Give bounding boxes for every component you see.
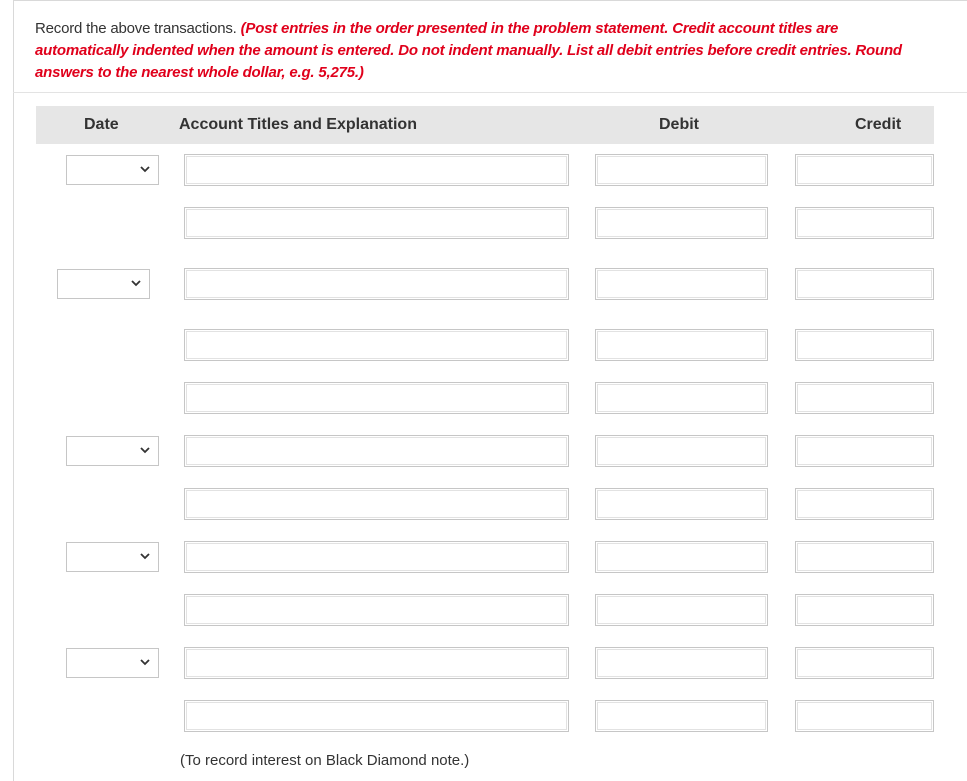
credit-input[interactable] xyxy=(795,435,934,467)
account-title-input[interactable] xyxy=(184,329,569,361)
divider xyxy=(13,92,967,93)
debit-input[interactable] xyxy=(595,647,768,679)
account-title-input[interactable] xyxy=(184,154,569,186)
account-title-input[interactable] xyxy=(184,541,569,573)
date-select[interactable] xyxy=(66,436,159,466)
chevron-down-icon xyxy=(139,655,151,669)
header-date: Date xyxy=(84,116,119,133)
credit-input[interactable] xyxy=(795,700,934,732)
account-title-input[interactable] xyxy=(184,207,569,239)
chevron-down-icon xyxy=(139,549,151,563)
debit-input[interactable] xyxy=(595,382,768,414)
instructions xyxy=(35,18,925,84)
debit-input[interactable] xyxy=(595,700,768,732)
debit-input[interactable] xyxy=(595,207,768,239)
instructions-text: Record the above transactions. xyxy=(35,20,237,37)
header-debit: Debit xyxy=(659,116,699,133)
date-select[interactable] xyxy=(66,542,159,572)
debit-input[interactable] xyxy=(595,541,768,573)
date-select[interactable] xyxy=(66,155,159,185)
table-header xyxy=(36,106,934,144)
credit-input[interactable] xyxy=(795,268,934,300)
account-title-input[interactable] xyxy=(184,647,569,679)
account-title-input[interactable] xyxy=(184,700,569,732)
debit-input[interactable] xyxy=(595,268,768,300)
credit-input[interactable] xyxy=(795,647,934,679)
debit-input[interactable] xyxy=(595,435,768,467)
entry-explanation: (To record interest on Black Diamond note.) xyxy=(180,752,470,769)
debit-input[interactable] xyxy=(595,154,768,186)
date-select[interactable] xyxy=(66,648,159,678)
chevron-down-icon xyxy=(139,162,151,176)
credit-input[interactable] xyxy=(795,488,934,520)
account-title-input[interactable] xyxy=(184,435,569,467)
debit-input[interactable] xyxy=(595,329,768,361)
instructions-note: (Post entries in the order presented in the problem statement. Credit account titles are automatically indented when the amount is entered. Do not indent manually. List all debit entries before credit entries. Round answers to the nearest whole dollar, e.g. 5,275.) xyxy=(35,20,902,81)
account-title-input[interactable] xyxy=(184,382,569,414)
debit-input[interactable] xyxy=(595,488,768,520)
chevron-down-icon xyxy=(139,443,151,457)
debit-input[interactable] xyxy=(595,594,768,626)
credit-input[interactable] xyxy=(795,207,934,239)
chevron-down-icon xyxy=(130,276,142,290)
account-title-input[interactable] xyxy=(184,488,569,520)
credit-input[interactable] xyxy=(795,594,934,626)
account-title-input[interactable] xyxy=(184,268,569,300)
credit-input[interactable] xyxy=(795,329,934,361)
header-credit: Credit xyxy=(855,116,902,133)
account-title-input[interactable] xyxy=(184,594,569,626)
credit-input[interactable] xyxy=(795,154,934,186)
date-select[interactable] xyxy=(57,269,150,299)
credit-input[interactable] xyxy=(795,541,934,573)
credit-input[interactable] xyxy=(795,382,934,414)
header-account: Account Titles and Explanation xyxy=(179,116,417,133)
